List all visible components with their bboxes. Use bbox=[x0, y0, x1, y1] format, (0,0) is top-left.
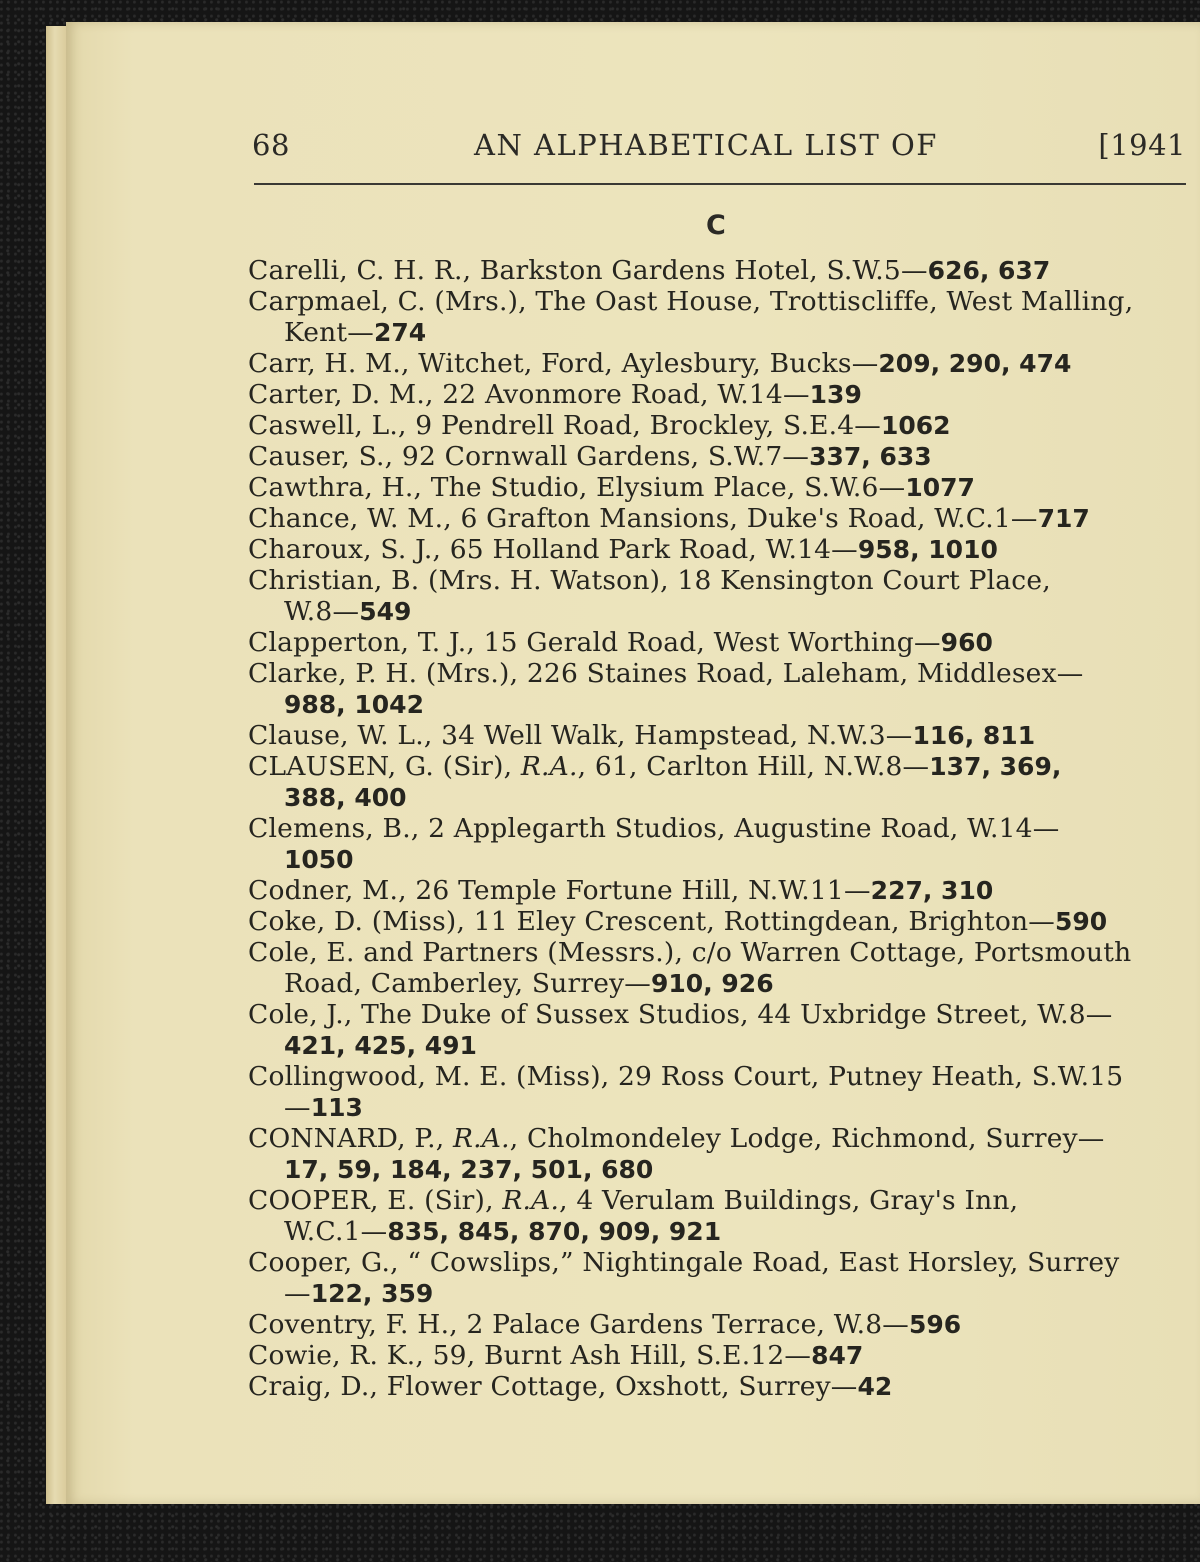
catalogue-numbers: 137, 369, bbox=[929, 752, 1062, 781]
entry-line bbox=[248, 441, 932, 472]
entry-line bbox=[248, 658, 1083, 689]
entry-line bbox=[248, 813, 1059, 844]
catalogue-numbers: 421, 425, 491 bbox=[284, 1031, 477, 1060]
entry-honorific: R.A. bbox=[502, 1185, 560, 1216]
entry-continuation-line bbox=[284, 317, 426, 348]
entry-text: Craig, D., Flower Cottage, Oxshott, Surrey— bbox=[248, 1371, 858, 1402]
entry-line bbox=[248, 627, 993, 658]
catalogue-numbers: 1050 bbox=[284, 845, 354, 874]
entry-text: Coke, D. (Miss), 11 Eley Crescent, Rottingdean, Brighton— bbox=[248, 906, 1055, 937]
entry-text: Causer, S., 92 Cornwall Gardens, S.W.7— bbox=[248, 441, 810, 472]
entry-line bbox=[248, 875, 993, 906]
entry-text: Road, Camberley, Surrey— bbox=[284, 968, 652, 999]
entry-line bbox=[248, 348, 1071, 379]
entry-line bbox=[248, 534, 998, 565]
entry-text: Carter, D. M., 22 Avonmore Road, W.14— bbox=[248, 379, 810, 410]
entry-continuation-line bbox=[284, 1030, 477, 1061]
entry-line bbox=[248, 1185, 1018, 1216]
entry-line bbox=[248, 1309, 961, 1340]
entry-text: Clapperton, T. J., 15 Gerald Road, West Worthing— bbox=[248, 627, 941, 658]
entry-line bbox=[248, 1371, 892, 1402]
catalogue-numbers: 139 bbox=[809, 380, 862, 409]
catalogue-numbers: 116, 811 bbox=[912, 721, 1036, 750]
entry-line bbox=[248, 1340, 863, 1371]
entry-text: Collingwood, M. E. (Miss), 29 Ross Court, Putney Heath, S.W.15 bbox=[248, 1061, 1124, 1092]
entry-line bbox=[248, 379, 862, 410]
entry-text: , 4 Verulam Buildings, Gray's Inn, bbox=[559, 1185, 1019, 1216]
catalogue-numbers: 42 bbox=[857, 1372, 893, 1401]
entry-line bbox=[248, 1061, 1123, 1092]
entry-text: Codner, M., 26 Temple Fortune Hill, N.W.11— bbox=[248, 875, 871, 906]
catalogue-numbers: 960 bbox=[940, 628, 993, 657]
entry-text: Carpmael, C. (Mrs.), The Oast House, Trottiscliffe, West Malling, bbox=[248, 286, 1134, 317]
entry-line bbox=[248, 255, 1050, 286]
entry-continuation-line bbox=[284, 1092, 363, 1123]
catalogue-numbers: 227, 310 bbox=[870, 876, 994, 905]
entry-line bbox=[248, 565, 1051, 596]
entry-continuation-line bbox=[284, 689, 424, 720]
entry-text: Cawthra, H., The Studio, Elysium Place, S.W.6— bbox=[248, 472, 906, 503]
year-label: [1941 bbox=[1098, 128, 1186, 162]
running-header bbox=[252, 128, 1192, 168]
header-rule bbox=[254, 183, 1186, 185]
entry-text: Cooper, G., “ Cowslips,” Nightingale Road, East Horsley, Surrey bbox=[248, 1247, 1120, 1278]
entry-text: W.C.1— bbox=[284, 1216, 388, 1247]
entry-text: CONNARD, P., bbox=[248, 1123, 453, 1154]
catalogue-numbers: 549 bbox=[359, 597, 412, 626]
entry-text: — bbox=[284, 1278, 311, 1309]
entry-honorific: R.A. bbox=[452, 1123, 510, 1154]
entry-text: Carr, H. M., Witchet, Ford, Aylesbury, Bucks— bbox=[248, 348, 879, 379]
entry-continuation-line bbox=[284, 1154, 653, 1185]
entry-line bbox=[248, 472, 975, 503]
catalogue-numbers: 717 bbox=[1037, 504, 1090, 533]
catalogue-numbers: 337, 633 bbox=[809, 442, 932, 471]
catalogue-numbers: 910, 926 bbox=[651, 969, 774, 998]
entry-line bbox=[248, 503, 1090, 534]
catalogue-numbers: 835, 845, 870, 909, 921 bbox=[387, 1217, 722, 1246]
entry-text: Cole, E. and Partners (Messrs.), c/o Warren Cottage, Portsmouth bbox=[248, 937, 1132, 968]
entry-line bbox=[248, 906, 1107, 937]
catalogue-numbers: 388, 400 bbox=[284, 783, 407, 812]
entry-line bbox=[248, 1123, 1105, 1154]
catalogue-numbers: 590 bbox=[1054, 907, 1108, 936]
catalogue-numbers: 596 bbox=[908, 1310, 962, 1339]
catalogue-numbers: 1077 bbox=[905, 473, 975, 502]
entry-continuation-line bbox=[284, 596, 411, 627]
catalogue-numbers: 113 bbox=[310, 1093, 363, 1122]
entry-text: Christian, B. (Mrs. H. Watson), 18 Kensington Court Place, bbox=[248, 565, 1051, 596]
entry-text: Chance, W. M., 6 Grafton Mansions, Duke's Road, W.C.1— bbox=[248, 503, 1038, 534]
entry-text: Coventry, F. H., 2 Palace Gardens Terrace, W.8— bbox=[248, 1309, 909, 1340]
page-number: 68 bbox=[252, 128, 290, 162]
entry-text: Cole, J., The Duke of Sussex Studios, 44 Uxbridge Street, W.8— bbox=[248, 999, 1113, 1030]
entry-text: — bbox=[284, 1092, 311, 1123]
entry-continuation-line bbox=[284, 968, 774, 999]
entry-text: Cowie, R. K., 59, Burnt Ash Hill, S.E.12— bbox=[248, 1340, 812, 1371]
catalogue-numbers: 17, 59, 184, 237, 501, 680 bbox=[284, 1155, 654, 1184]
entry-line bbox=[248, 751, 1061, 782]
entry-text: W.8— bbox=[284, 596, 360, 627]
catalogue-numbers: 274 bbox=[374, 318, 427, 347]
entry-line bbox=[248, 286, 1133, 317]
running-title: AN ALPHABETICAL LIST OF bbox=[474, 128, 938, 162]
catalogue-numbers: 847 bbox=[811, 1341, 864, 1370]
entry-text: Kent— bbox=[284, 317, 374, 348]
entry-line bbox=[248, 937, 1131, 968]
entry-continuation-line bbox=[284, 844, 354, 875]
catalogue-numbers: 209, 290, 474 bbox=[878, 349, 1072, 378]
entry-text: Caswell, L., 9 Pendrell Road, Brockley, S.E.4— bbox=[248, 410, 881, 441]
entry-continuation-line bbox=[284, 1278, 433, 1309]
catalogue-numbers: 1062 bbox=[881, 411, 951, 440]
entry-line bbox=[248, 999, 1112, 1030]
entry-text: Charoux, S. J., 65 Holland Park Road, W.14— bbox=[248, 534, 858, 565]
entry-line bbox=[248, 1247, 1119, 1278]
catalogue-numbers: 626, 637 bbox=[927, 256, 1051, 285]
entry-honorific: R.A. bbox=[520, 751, 578, 782]
entry-text: CLAUSEN, G. (Sir), bbox=[248, 751, 521, 782]
catalogue-numbers: 988, 1042 bbox=[284, 690, 424, 719]
entry-text: Clemens, B., 2 Applegarth Studios, Augustine Road, W.14— bbox=[248, 813, 1060, 844]
entry-text: Clarke, P. H. (Mrs.), 226 Staines Road, Laleham, Middlesex— bbox=[248, 658, 1084, 689]
entry-line bbox=[248, 410, 951, 441]
entry-text: Clause, W. L., 34 Well Walk, Hampstead, N.W.3— bbox=[248, 720, 913, 751]
entry-text: , Cholmondeley Lodge, Richmond, Surrey— bbox=[509, 1123, 1105, 1154]
entry-text: COOPER, E. (Sir), bbox=[248, 1185, 503, 1216]
entry-line bbox=[248, 720, 1035, 751]
entry-continuation-line bbox=[284, 1216, 721, 1247]
entry-text: , 61, Carlton Hill, N.W.8— bbox=[577, 751, 930, 782]
catalogue-numbers: 958, 1010 bbox=[857, 535, 998, 564]
entry-text: Carelli, C. H. R., Barkston Gardens Hotel, S.W.5— bbox=[248, 255, 928, 286]
entry-continuation-line bbox=[284, 782, 407, 813]
catalogue-numbers: 122, 359 bbox=[310, 1279, 434, 1308]
section-letter: C bbox=[706, 210, 726, 241]
